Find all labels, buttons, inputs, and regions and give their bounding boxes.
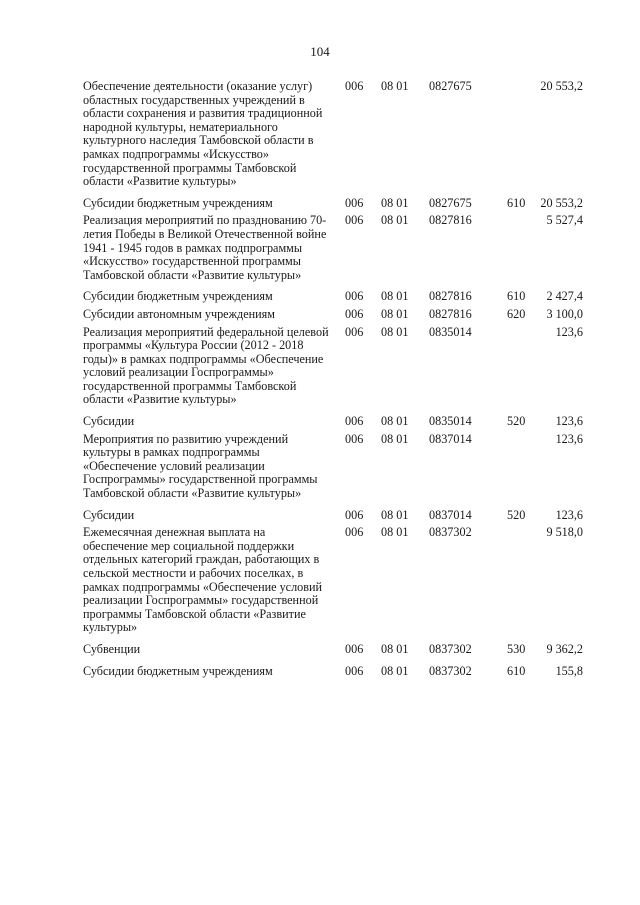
row-section: 08 01 — [381, 431, 409, 446]
row-ved: 006 — [345, 641, 364, 656]
row-csr: 0837302 — [429, 525, 472, 540]
row-ved: 006 — [345, 414, 364, 429]
table-row — [83, 665, 583, 679]
row-vr: 530 — [507, 641, 526, 656]
row-vr: 610 — [507, 289, 526, 304]
table-row — [83, 526, 583, 635]
row-ved: 006 — [345, 324, 364, 339]
row-vr — [507, 80, 537, 189]
row-vr — [507, 433, 537, 501]
row-name: Субсидии бюджетным учреждениям — [83, 663, 273, 678]
row-amount: 123,6 — [555, 507, 583, 522]
row-section: 08 01 — [381, 663, 409, 678]
row-csr: 0827675 — [429, 79, 472, 93]
row-csr: 0827675 — [429, 195, 472, 210]
row-amount: 5 527,4 — [546, 213, 583, 228]
row-vr: 610 — [507, 195, 526, 210]
row-ved: 006 — [345, 431, 364, 446]
table-row — [83, 214, 583, 282]
row-name: Субсидии — [83, 414, 135, 429]
row-csr: 0837302 — [429, 641, 472, 656]
row-csr: 0837302 — [429, 663, 472, 678]
row-vr — [507, 526, 537, 635]
row-vr — [507, 326, 537, 408]
row-amount: 9 362,2 — [546, 641, 583, 656]
row-section: 08 01 — [381, 79, 409, 93]
row-name: Реализация мероприятий федеральной целевой программы «Культура России (2012 - 2018 годы)» в рамках подпрограммы «Обеспечение условий реализации Госпрограммы» государственной программы Тамбовской области «Развитие культуры» — [83, 324, 329, 407]
table-row — [83, 415, 583, 429]
row-amount: 20 553,2 — [540, 195, 583, 210]
row-vr: 520 — [507, 414, 526, 429]
row-section: 08 01 — [381, 195, 409, 210]
row-csr: 0827816 — [429, 289, 472, 304]
budget-table — [83, 80, 583, 678]
row-amount: 123,6 — [555, 414, 583, 429]
row-name: Реализация мероприятий по празднованию 70-летия Победы в Великой Отечественной войне 1941 - 1945 годов в рамках подпрограммы «Искусство» государственной программы Тамбовской области «Развитие культуры» — [83, 213, 327, 282]
row-amount: 9 518,0 — [546, 525, 583, 540]
row-name: Субсидии — [83, 507, 135, 522]
row-amount: 20 553,2 — [540, 79, 583, 93]
row-ved: 006 — [345, 195, 364, 210]
row-vr — [507, 214, 537, 282]
row-name: Субсидии бюджетным учреждениям — [83, 195, 273, 210]
table-row — [83, 80, 583, 189]
row-csr: 0835014 — [429, 324, 472, 339]
row-vr: 520 — [507, 507, 526, 522]
row-section: 08 01 — [381, 213, 409, 228]
row-csr: 0827816 — [429, 213, 472, 228]
row-name: Обеспечение деятельности (оказание услуг) областных государственных учреждений в области сохранения и развития традиционной народной культуры, нематериального культурного наследия Тамбовской области в рамках подпрограммы «Искусство» государственной программы Тамбовской области «Развитие культуры» — [83, 79, 323, 189]
row-vr: 620 — [507, 306, 526, 321]
row-ved: 006 — [345, 525, 364, 540]
page-number: 104 — [310, 44, 330, 59]
row-section: 08 01 — [381, 324, 409, 339]
row-ved: 006 — [345, 289, 364, 304]
row-ved: 006 — [345, 79, 364, 93]
row-section: 08 01 — [381, 289, 409, 304]
row-vr: 610 — [507, 663, 526, 678]
row-ved: 006 — [345, 507, 364, 522]
row-name: Субсидии бюджетным учреждениям — [83, 289, 273, 304]
row-section: 08 01 — [381, 306, 409, 321]
row-section: 08 01 — [381, 641, 409, 656]
table-row — [83, 643, 583, 657]
row-ved: 006 — [345, 213, 364, 228]
row-csr: 0837014 — [429, 507, 472, 522]
row-name: Мероприятия по развитию учреждений культуры в рамках подпрограммы «Обеспечение условий реализации Госпрограммы» государственной программы Тамбовской области «Развитие культуры» — [83, 431, 318, 501]
row-ved: 006 — [345, 663, 364, 678]
row-csr: 0835014 — [429, 414, 472, 429]
row-name: Ежемесячная денежная выплата на обеспечение мер социальной поддержки отдельных категорий граждан, работающих в сельской местности и рабочих поселках, в рамках подпрограммы «Обеспечение условий реализации Госпрограммы» государственной программы Тамбовской области «Развитие культуры» — [83, 525, 323, 635]
table-row — [83, 197, 583, 211]
row-section: 08 01 — [381, 507, 409, 522]
row-name: Субсидии автономным учреждениям — [83, 306, 275, 321]
table-row — [83, 509, 583, 523]
row-csr: 0827816 — [429, 306, 472, 321]
row-amount: 155,8 — [555, 663, 583, 678]
table-row — [83, 433, 583, 501]
row-name: Субвенции — [83, 641, 141, 656]
row-amount: 2 427,4 — [546, 289, 583, 304]
table-row — [83, 308, 583, 322]
row-csr: 0837014 — [429, 431, 472, 446]
row-section: 08 01 — [381, 525, 409, 540]
row-section: 08 01 — [381, 414, 409, 429]
row-amount: 123,6 — [555, 431, 583, 446]
row-ved: 006 — [345, 306, 364, 321]
row-amount: 123,6 — [555, 324, 583, 339]
table-row — [83, 290, 583, 304]
row-amount: 3 100,0 — [546, 306, 583, 321]
table-row — [83, 326, 583, 408]
